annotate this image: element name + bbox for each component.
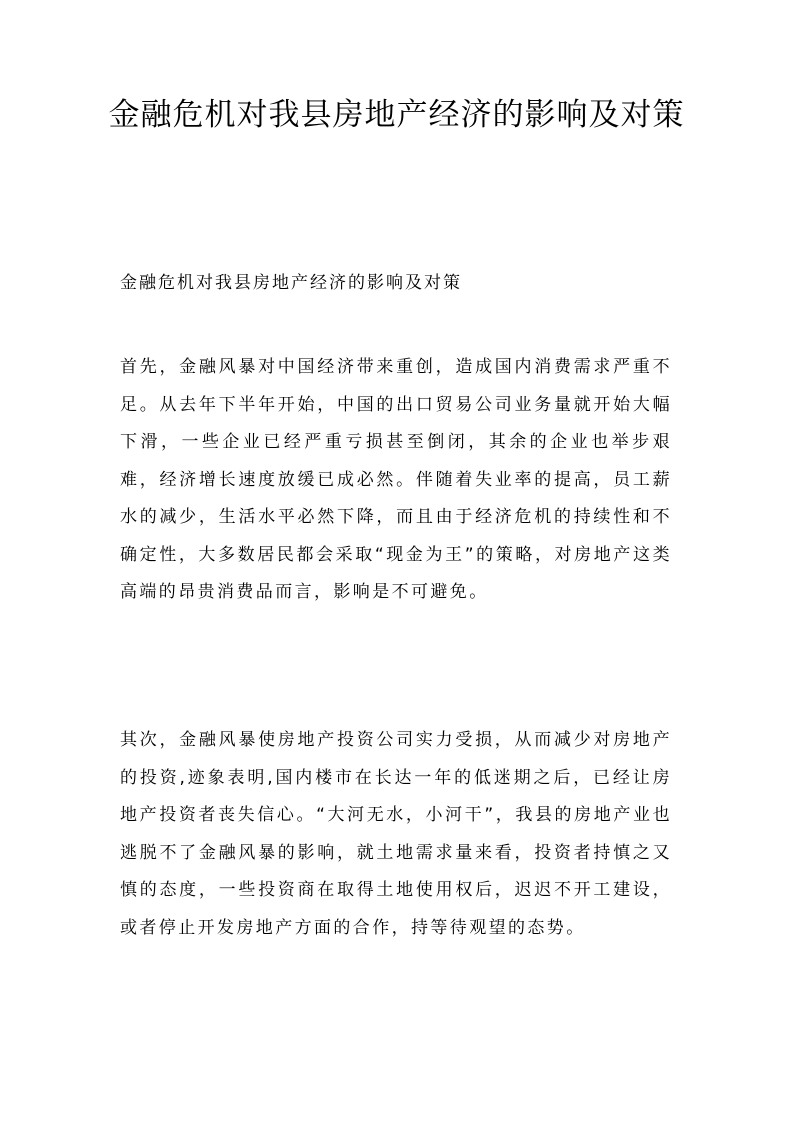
paragraph-1: 首先，金融风暴对中国经济带来重创，造成国内消费需求严重不足。从去年下半年开始，中国的出口贸易公司业务量就开始大幅下滑，一些企业已经严重亏损甚至倒闭，其余的企业也举步艰难，经济增长速度放缓已成必然。伴随着失业率的提高，员工薪水的减少，生活水平必然下降，而且由于经济危机的持续性和不确定性，大多数居民都会采取“现金为王”的策略，对房地产这类高端的昂贵消费品而言，影响是不可避免。 — [120, 357, 672, 602]
document-subtitle: 金融危机对我县房地产经济的影响及对策 — [120, 273, 462, 293]
paragraph-2: 其次，金融风暴使房地产投资公司实力受损，从而减少对房地产的投资,迹象表明,国内楼市在长达一年的低迷期之后，已经让房地产投资者丧失信心。“大河无水，小河干”，我县的房地产业也逃脱不了金融风暴的影响，就土地需求量来看，投资者持慎之又慎的态度，一些投资商在取得土地使用权后，迟迟不开工建设，或者停止开发房地产方面的合作，持等待观望的态势。 — [120, 730, 672, 938]
document-title: 金融危机对我县房地产经济的影响及对策 — [108, 97, 685, 133]
